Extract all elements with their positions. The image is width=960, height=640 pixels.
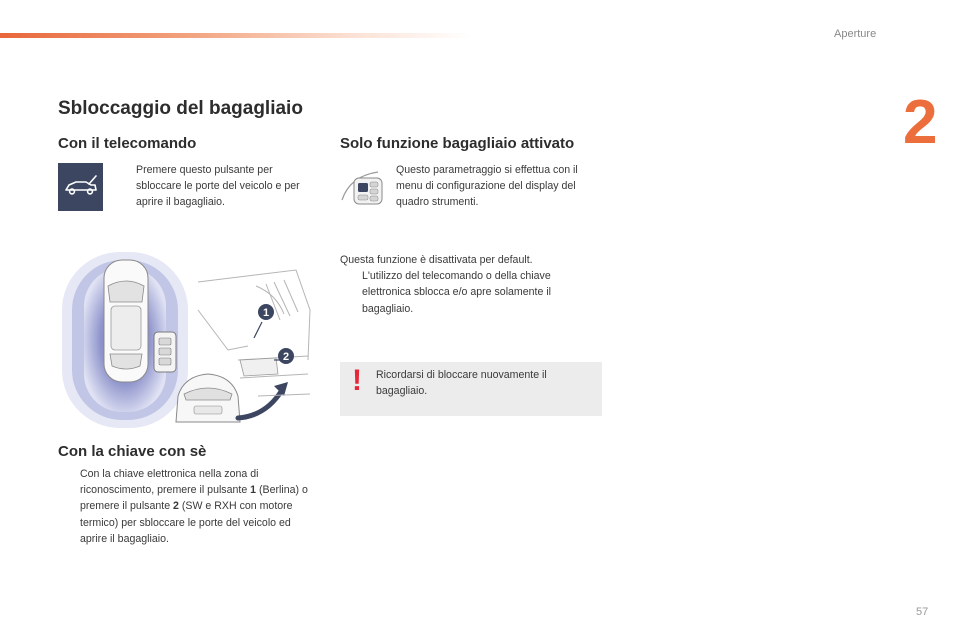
callout-label-2: 2	[282, 351, 290, 363]
section-label: Aperture	[834, 28, 877, 40]
unlock-zone-illustration	[58, 250, 320, 430]
trunk-only-heading: Solo funzione bagagliaio attivato	[340, 135, 575, 152]
button-number-2: 2	[173, 500, 179, 513]
keyless-instruction	[58, 466, 320, 547]
remote-heading: Con il telecomando	[58, 135, 197, 152]
bullet-icon	[114, 162, 136, 211]
keyless-text-part-2: (Berlina) o premere il pulsante	[80, 484, 308, 513]
trunk-only-bullet-text: L'utilizzo del telecomando o della chiave elettronica sblocca e/o apre solamente il bagagliaio.	[362, 270, 552, 315]
keyless-text-part-3: (SW e RXH con motore termico) per sbloccare le porte del veicolo ed aprire il bagagliaio.	[80, 500, 293, 545]
keyless-text-part-1: Con la chiave elettronica nella zona di riconoscimento, premere il pulsante	[80, 468, 259, 497]
default-note: Questa funzione è disattivata per default.	[340, 254, 533, 266]
remote-bullet-text: Premere questo pulsante per sbloccare le porte del veicolo e per aprire il bagagliaio.	[136, 164, 300, 209]
keyless-heading: Con la chiave con sè	[58, 443, 207, 460]
bullet-icon	[340, 268, 362, 317]
steering-controls-icon	[340, 170, 386, 208]
warning-box	[340, 362, 602, 416]
page-number: 57	[916, 606, 929, 618]
header-accent-bar	[0, 33, 470, 38]
bullet-icon	[58, 466, 80, 547]
chapter-number: 2	[903, 88, 938, 157]
remote-instruction	[114, 162, 314, 211]
trunk-only-intro: Questo parametraggio si effettua con il menu di configurazione del display del quadro strumenti.	[396, 164, 578, 209]
callout-label-1: 1	[262, 307, 270, 319]
button-number-1: 1	[250, 484, 257, 497]
page-title: Sbloccaggio del bagagliaio	[58, 98, 303, 119]
car-unlock-icon	[58, 163, 103, 211]
keyless-bullet-text	[80, 466, 320, 547]
warning-icon: !	[352, 364, 362, 397]
trunk-only-details	[340, 252, 602, 317]
warning-text: Ricordarsi di bloccare nuovamente il bagagliaio.	[376, 369, 547, 398]
